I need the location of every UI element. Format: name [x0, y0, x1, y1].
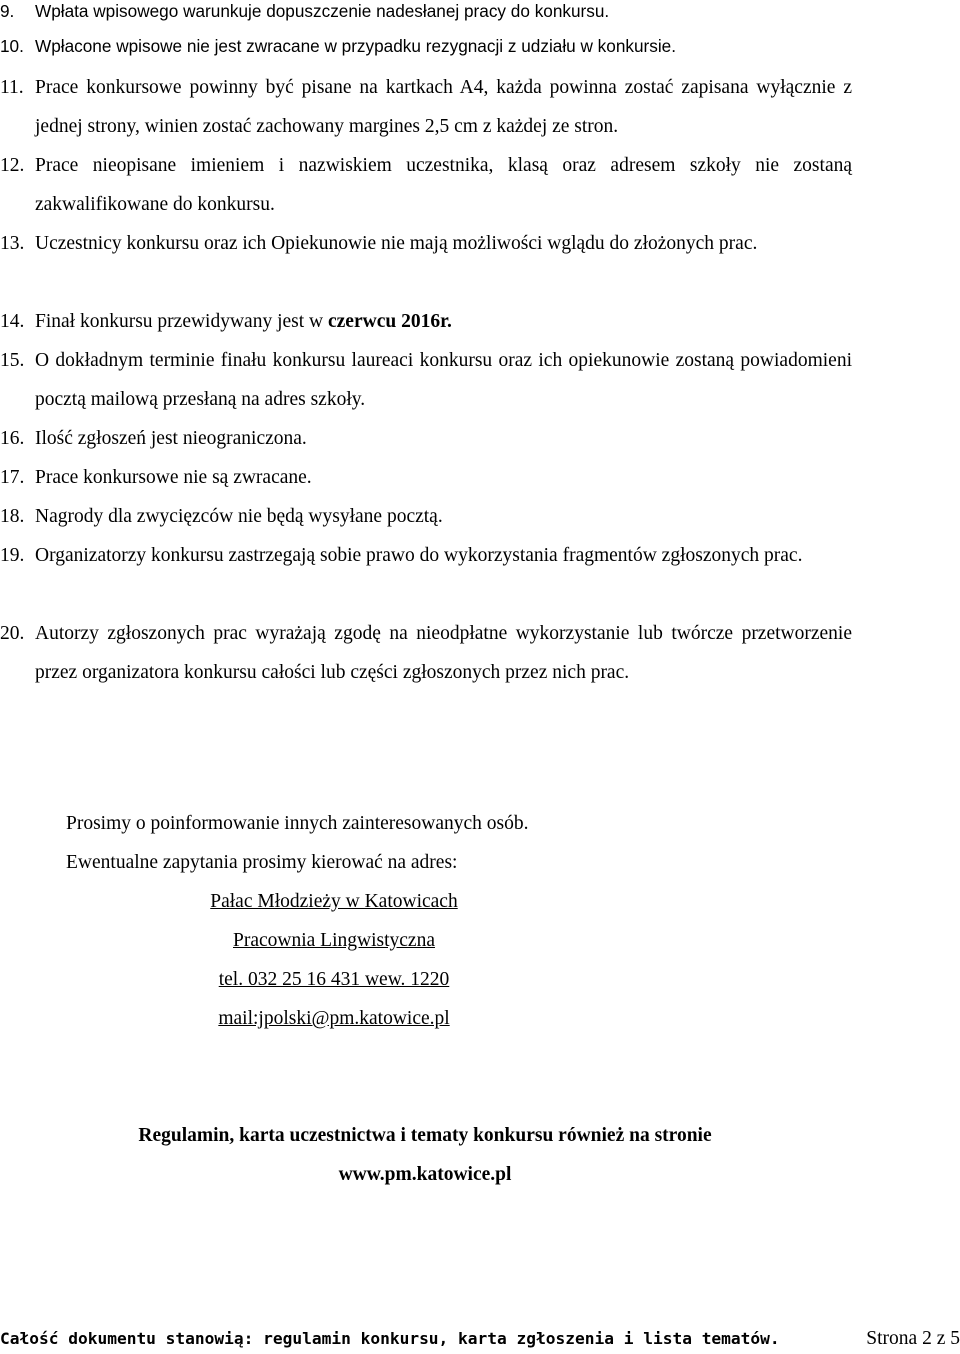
rule-item-11 — [0, 68, 852, 146]
rule-text: O dokładnym terminie finału konkursu laureaci konkursu oraz ich opiekunowie zostaną powiadomieni pocztą mailową przesłaną na adres szkoły. — [35, 350, 852, 410]
rule-text: Organizatorzy konkursu zastrzegają sobie prawo do wykorzystania fragmentów zgłoszonych prac. — [35, 545, 803, 566]
department-name: Pracownia Lingwistyczna — [233, 930, 435, 951]
rule-number: 11. — [0, 77, 24, 98]
rule-text: Autorzy zgłoszonych prac wyrażają zgodę na nieodpłatne wykorzystanie lub twórcze przetworzenie przez organizatora konkursu całości lub części zgłoszonych przez nich prac. — [35, 623, 852, 683]
rule-item-19 — [0, 536, 852, 575]
rule-number: 10. — [0, 36, 24, 56]
rule-item-12 — [0, 146, 852, 224]
rule-text: Nagrody dla zwycięzców nie będą wysyłane pocztą. — [35, 506, 443, 527]
rule-number: 19. — [0, 545, 25, 566]
rule-text: Prace konkursowe powinny być pisane na kartkach A4, każda powinna zostać zapisana wyłącznie z jednej strony, winien zostać zachowany margines 2,5 cm z każdej ze stron. — [35, 77, 852, 137]
website-link[interactable]: www.pm.katowice.pl — [338, 1164, 512, 1185]
rule-number: 9. — [0, 1, 15, 21]
rule-item-16 — [0, 419, 852, 458]
rule-number: 15. — [0, 350, 25, 371]
rule-text: Uczestnicy konkursu oraz ich Opiekunowie nie mają możliwości wglądu do złożonych prac. — [35, 233, 758, 254]
rule-number: 14. — [0, 311, 25, 332]
phone-number: tel. 032 25 16 431 wew. 1220 — [218, 969, 450, 990]
page-total: 5 — [950, 1328, 960, 1349]
rule-item-15 — [0, 341, 852, 419]
notice-line: Regulamin, karta uczestnictwa i tematy konkursu również na stronie — [138, 1125, 712, 1146]
rule-number: 17. — [0, 467, 25, 488]
rule-text: Ilość zgłoszeń jest nieograniczona. — [35, 428, 307, 449]
rule-number: 16. — [0, 428, 25, 449]
questions-line: Ewentualne zapytania prosimy kierować na adres: — [66, 852, 458, 873]
rule-item-10 — [0, 27, 852, 66]
rule-number: 18. — [0, 506, 25, 527]
institution-name: Pałac Młodzieży w Katowicach — [210, 891, 458, 912]
page-label: Strona — [866, 1328, 918, 1349]
rule-text: Wpłacone wpisowe nie jest zwracane w przypadku rezygnacji z udziału w konkursie. — [35, 36, 677, 56]
rule-number: 12. — [0, 155, 25, 176]
rule-text: Finał konkursu przewidywany jest w — [35, 311, 328, 332]
rule-item-14 — [0, 302, 852, 341]
rule-text: Prace nieopisane imieniem i nazwiskiem uczestnika, klasą oraz adresem szkoły nie zostaną zakwalifikowane do konkursu. — [35, 155, 852, 215]
page-counter — [866, 1324, 960, 1354]
rule-item-20 — [0, 614, 852, 692]
email-link[interactable]: mail:jpolski@pm.katowice.pl — [218, 1008, 450, 1029]
rule-text: Wpłata wpisowego warunkuje dopuszczenie nadesłanej pracy do konkursu. — [35, 1, 610, 21]
final-date: czerwcu 2016r. — [328, 311, 452, 332]
page-current: 2 — [922, 1328, 932, 1349]
info-request: Prosimy o poinformowanie innych zainteresowanych osób. — [66, 813, 529, 834]
page-of: z — [936, 1328, 946, 1349]
rule-item-17 — [0, 458, 852, 497]
rule-number: 20. — [0, 623, 25, 644]
rule-item-18 — [0, 497, 852, 536]
document-summary: Całość dokumentu stanowią: regulamin konkursu, karta zgłoszenia i lista tematów. — [0, 1329, 780, 1348]
page-footer — [0, 1324, 960, 1354]
rule-text: Prace konkursowe nie są zwracane. — [35, 467, 312, 488]
rule-number: 13. — [0, 233, 25, 254]
rule-item-13 — [0, 224, 852, 263]
